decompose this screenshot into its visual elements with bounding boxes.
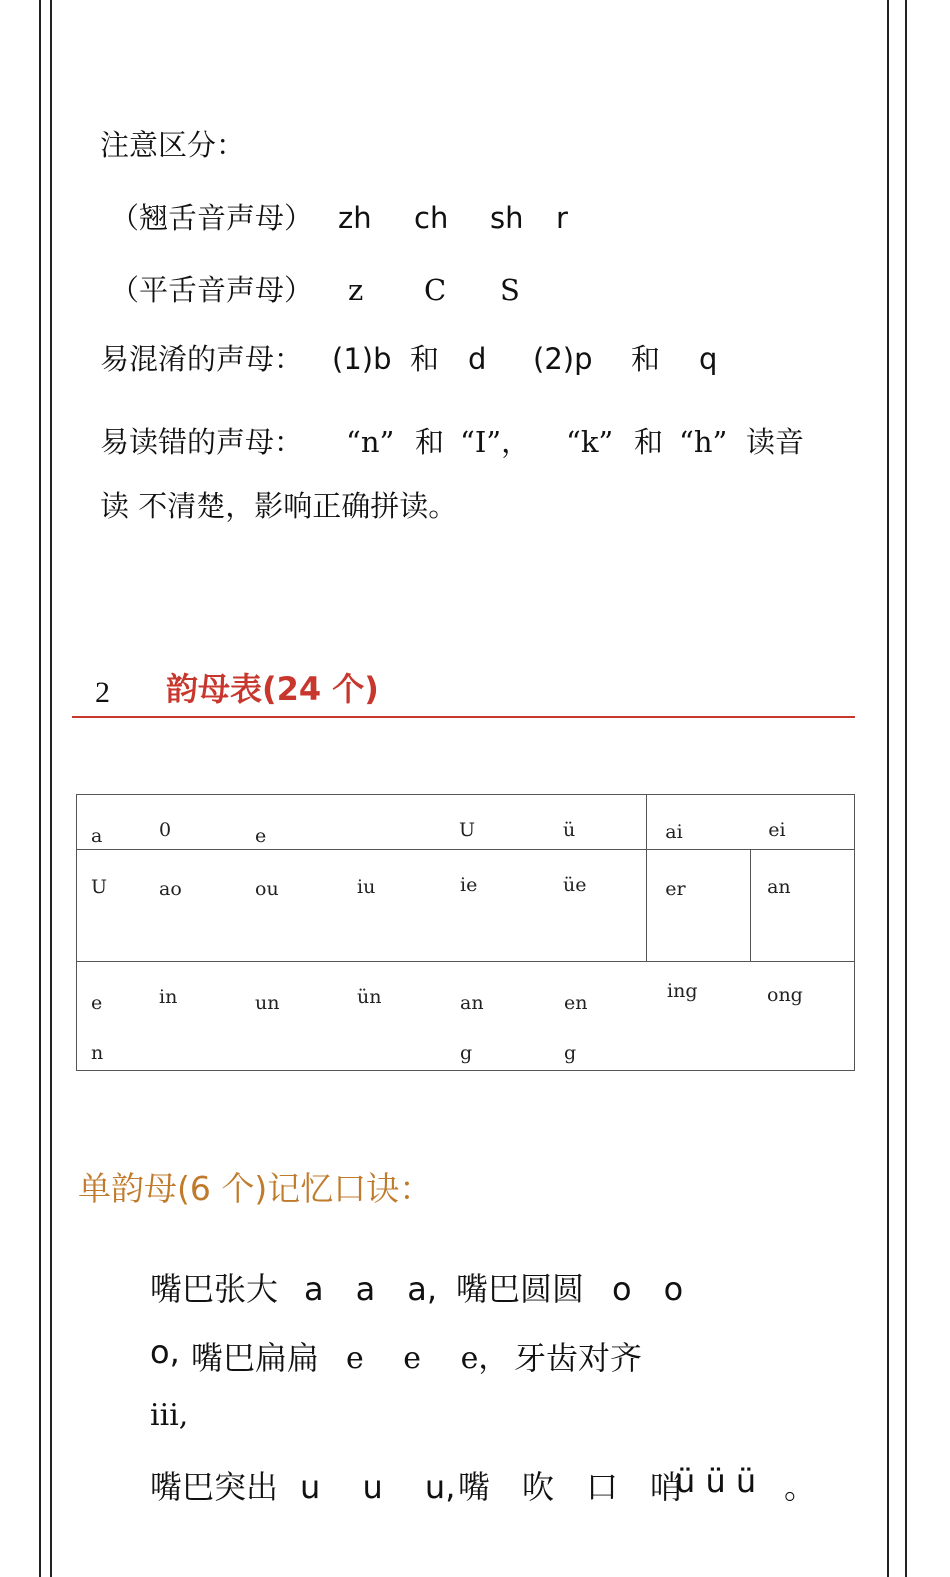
section-divider	[72, 716, 855, 718]
misread-n: “n”	[346, 425, 395, 459]
yunmu-un: un	[255, 992, 280, 1014]
rhyme-l2-a: o,	[150, 1333, 180, 1371]
confusable-b: (1)b	[332, 342, 392, 376]
rhyme-l4-e: 。	[784, 1468, 817, 1506]
misread-label: 易读错的声母：	[100, 425, 304, 459]
yunmu-n-wrap: n	[91, 1042, 104, 1064]
yunmu-ui: U	[91, 876, 108, 898]
retroflex-r: r	[556, 201, 568, 235]
distinguish-heading: 注意区分：	[100, 128, 246, 162]
page-border-right-outer	[905, 0, 907, 1577]
table-row	[77, 962, 855, 1071]
rhyme-l1-b: a a a,	[304, 1270, 438, 1308]
misread-line-2: 读 不清楚，影响正确拼读。	[100, 489, 458, 523]
flat-c: C	[424, 273, 447, 307]
yunmu-iu: iu	[357, 876, 376, 898]
yunmu-an: an	[767, 876, 791, 898]
table-row	[647, 795, 855, 850]
misread-and-1: 和	[415, 425, 445, 459]
confusable-d: d	[468, 342, 487, 376]
yunmu-g-wrap-2: g	[564, 1042, 577, 1064]
flat-label: （平舌音声母）	[110, 273, 314, 307]
retroflex-sh: sh	[490, 201, 524, 235]
misread-and-2: 和	[634, 425, 664, 459]
rhyme-l1-c: 嘴巴圆圆	[456, 1270, 585, 1308]
misread-l: “I”，	[460, 425, 531, 459]
misread-k: “k”	[566, 425, 614, 459]
retroflex-zh: zh	[338, 201, 372, 235]
rhyme-l4-d: ü ü ü	[675, 1462, 757, 1500]
yunmu-v: ü	[563, 819, 576, 841]
yunmu-ong: ong	[767, 984, 803, 1006]
yunmu-i: U	[459, 819, 476, 841]
yunmu-ou: ou	[255, 878, 279, 900]
yunmu-g-wrap-1: g	[460, 1042, 473, 1064]
yunmu-ai: ai	[665, 821, 683, 843]
rhyme-l4-a: 嘴巴突出	[150, 1468, 279, 1506]
page-border-left-outer	[39, 0, 41, 1577]
retroflex-label: （翘舌音声母）	[110, 201, 314, 235]
confusable-and-2: 和	[631, 342, 661, 376]
section-title: 韵母表(24 个)	[166, 670, 379, 708]
flat-z: z	[348, 273, 364, 307]
retroflex-ch: ch	[414, 201, 449, 235]
rhyme-l1-d: o o	[612, 1270, 684, 1308]
confusable-p: (2)p	[533, 342, 593, 376]
confusable-q: q	[699, 342, 718, 376]
yunmu-en: e	[91, 992, 103, 1014]
yunmu-table	[76, 794, 855, 1071]
yunmu-ie: ie	[460, 874, 478, 896]
table-row	[77, 850, 647, 962]
yunmu-ei: ei	[768, 819, 786, 841]
yunmu-e: e	[255, 825, 267, 847]
yunmu-ao: ao	[159, 878, 182, 900]
yunmu-er: er	[665, 878, 686, 900]
table-row	[77, 795, 647, 850]
misread-tail: 读音	[746, 425, 805, 459]
confusable-and-1: 和	[410, 342, 440, 376]
rhyme-heading: 单韵母(6 个)记忆口诀：	[78, 1169, 433, 1208]
yunmu-ing: ing	[667, 980, 698, 1002]
flat-s: S	[500, 273, 520, 307]
yunmu-a: a	[91, 825, 103, 847]
yunmu-eng: en	[564, 992, 588, 1014]
table-cell	[751, 850, 855, 962]
rhyme-l4-b: u u u,	[300, 1468, 456, 1506]
rhyme-l2-c: e e e，	[346, 1341, 509, 1376]
yunmu-in: in	[159, 986, 178, 1008]
rhyme-l1-a: 嘴巴张大	[150, 1270, 279, 1308]
page-border-right-inner	[887, 0, 889, 1577]
page-border-left-inner	[50, 0, 52, 1577]
section-number: 2	[95, 676, 110, 709]
misread-h: “h”	[679, 425, 728, 459]
yunmu-o: 0	[159, 819, 172, 841]
yunmu-vn: ün	[357, 986, 382, 1008]
yunmu-ang: an	[460, 992, 484, 1014]
table-cell	[647, 850, 751, 962]
rhyme-l4-c: 嘴 吹 口 哨	[458, 1468, 683, 1506]
rhyme-l2-b: 嘴巴扁扁	[191, 1339, 320, 1377]
yunmu-ve: üe	[563, 874, 587, 896]
rhyme-l2-d: 牙齿对齐	[514, 1339, 643, 1377]
confusable-label: 易混淆的声母：	[100, 342, 304, 376]
rhyme-line-3: iii,	[150, 1398, 189, 1433]
